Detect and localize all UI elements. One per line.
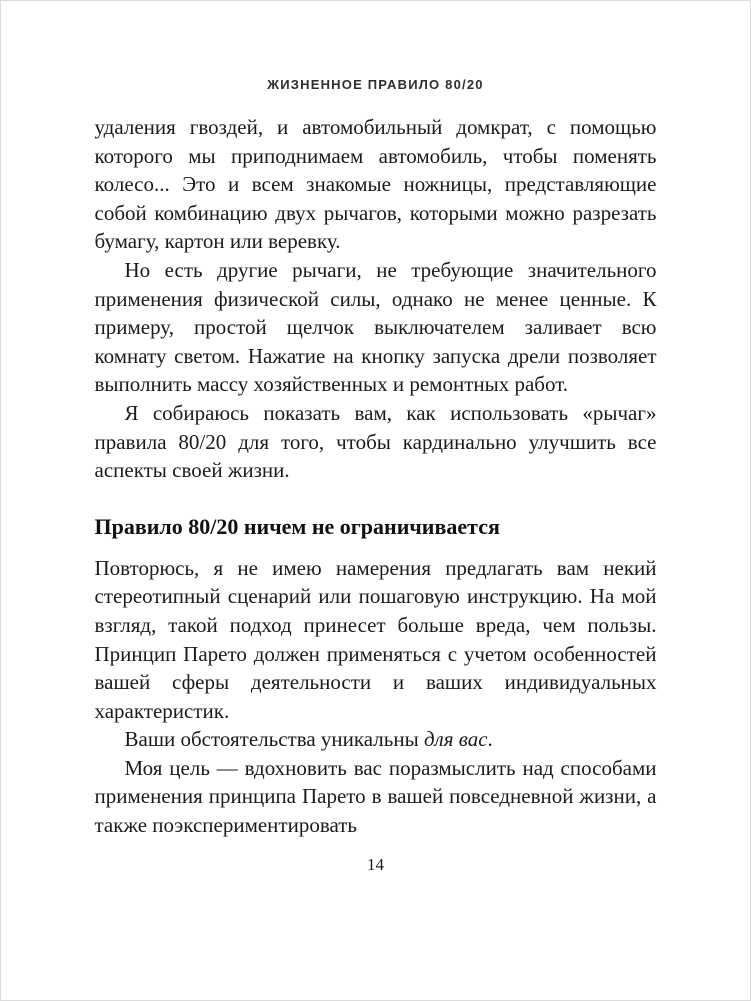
paragraph-my-goal: Моя цель — вдохновить вас поразмыслить над способами применения принципа Парето в вашей повседневной жизни, а также поэкспериментировать bbox=[94, 755, 657, 838]
paragraph-circumstances bbox=[95, 725, 657, 754]
emphasis-text: для вас bbox=[423, 727, 488, 752]
paragraph-other-levers: Но есть другие рычаги, не требующие значительного применения физической силы, однако не менее ценные. К примеру, простой щелчок выключателем заливает всю комнату светом. Нажатие на кнопку запуска дрели позволяет выполнить массу хозяйственных и ремонтных работ. bbox=[94, 257, 657, 397]
paragraph-circumstances-pre: Ваши обстоятельства уникальны bbox=[124, 727, 424, 752]
running-head: ЖИЗНЕННОЕ ПРАВИЛО 80/20 bbox=[267, 77, 484, 92]
section-heading: Правило 80/20 ничем не ограничивается bbox=[94, 513, 500, 539]
paragraph-show-you-how: Я собираюсь показать вам, как использовать «рычаг» правила 80/20 для того, чтобы кардинально улучшить все аспекты своей жизни. bbox=[94, 400, 657, 483]
page-number: 14 bbox=[367, 854, 384, 874]
paragraph-no-template: Повторюсь, я не имею намерения предлагать вам некий стереотипный сценарий или пошаговую инструкцию. На мой взгляд, такой подход принесет больше вреда, чем пользы. Принцип Парето должен применяться с учетом особенностей вашей сферы деятельности и ваших индивидуальных характеристик. bbox=[94, 555, 657, 723]
paragraph-circumstances-post: . bbox=[487, 727, 493, 752]
paragraph-levers-continued: удаления гвоздей, и автомобильный домкрат, с помощью которого мы приподнимаем автомобиль, чтобы поменять колесо... Это и всем знакомые ножницы, представляющие собой комбинацию двух рычагов, которыми можно разрезать бумагу, картон или веревку. bbox=[94, 115, 657, 254]
page-body bbox=[95, 113, 657, 840]
